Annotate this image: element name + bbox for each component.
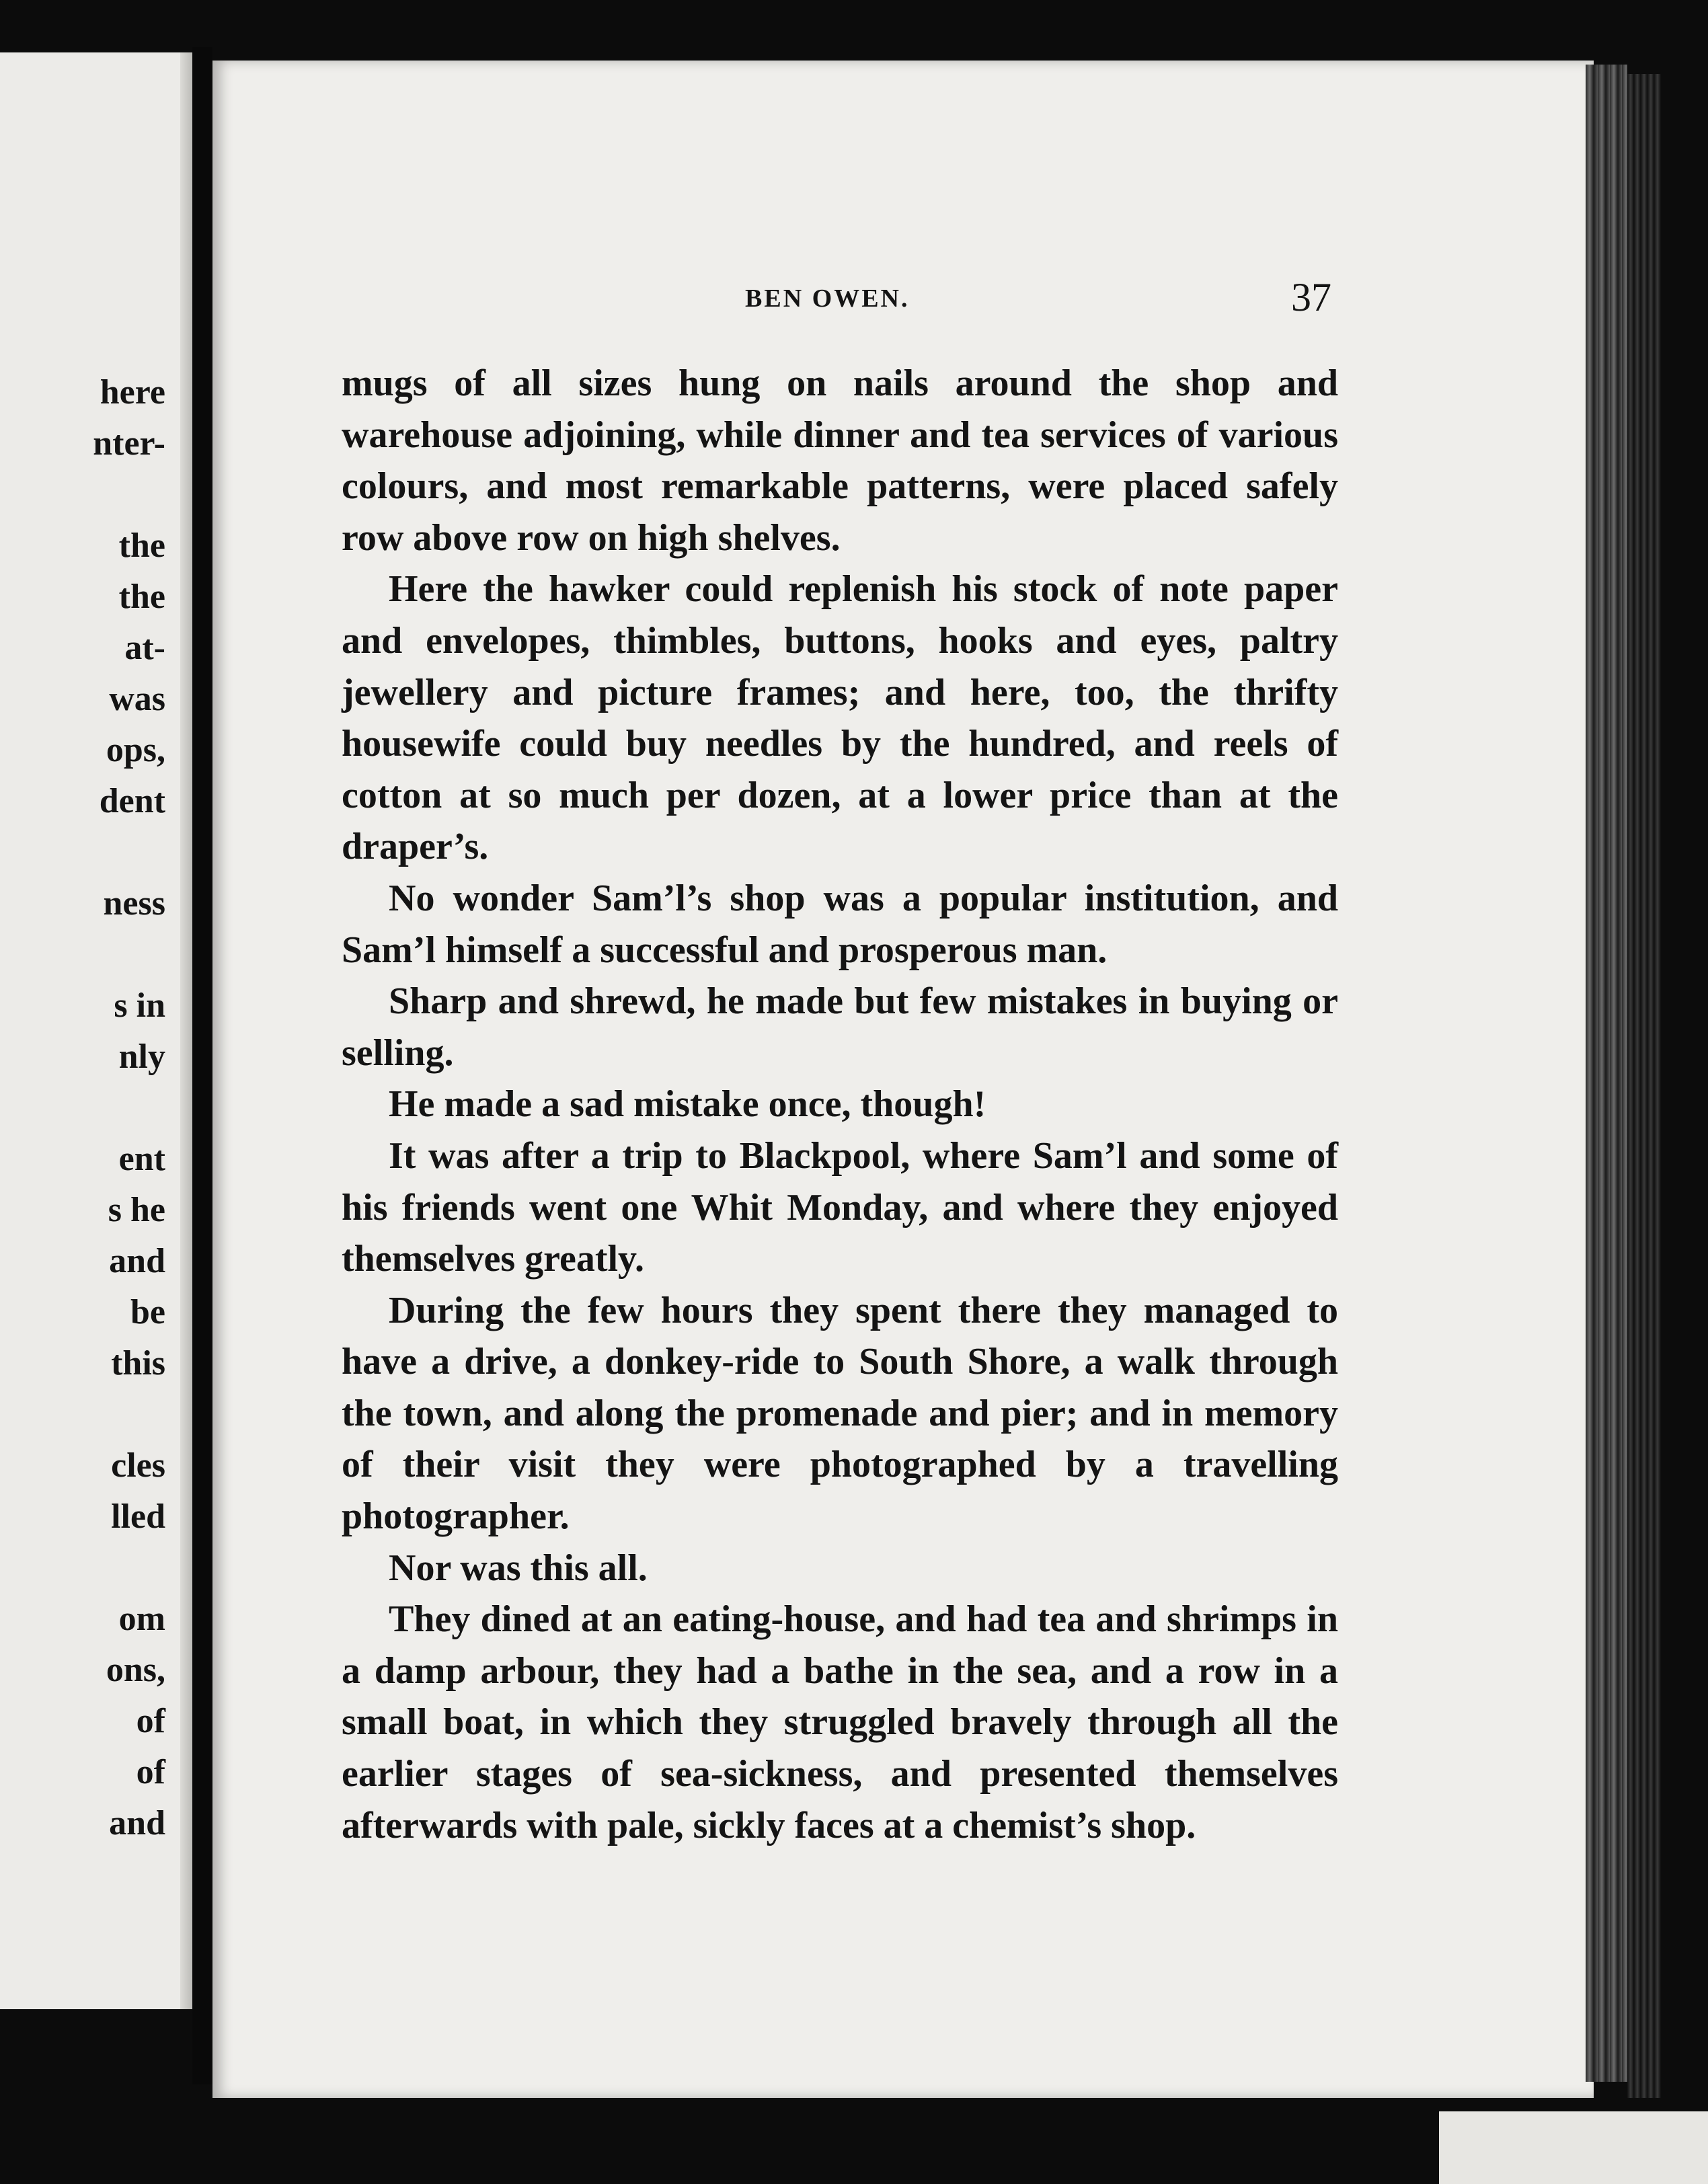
left-page-line: ent [118,1140,165,1178]
paragraph: Here the hawker could replenish his stock of note paper and envelopes, thimbles, buttons, hooks and eyes, paltry jewellery and picture frames; and here, too, the thrifty housewife could buy needles by the hundred, and reels of cotton at so much per dozen, at a lower price than at the draper’s. [342,568,1338,868]
left-page-line: of [136,1702,165,1740]
left-page-line: om [118,1600,165,1638]
paragraph: mugs of all sizes hung on nails around the shop and warehouse adjoining, while dinner and tea services of various colours, and most remarkable patterns, were placed safely row above row on high shelves. [342,362,1338,559]
paragraph: During the few hours they spent there they managed to have a drive, a donkey-ride to South Shore, a walk through the town, and along the promenade and pier; and in memory of their visit they were photographed by a travelling photographer. [342,1289,1338,1538]
left-page-line: the [118,578,165,616]
paragraph: He made a sad mistake once, though! [389,1083,986,1126]
running-head: BEN OWEN. [745,284,910,313]
left-page-line: and [109,1804,165,1842]
left-page-line: was [109,680,165,718]
left-page-line: of [136,1753,165,1791]
left-facing-page [0,52,192,2009]
page-body [342,358,1338,1851]
left-page-line: lled [111,1497,165,1536]
left-page-line: ops, [106,731,165,769]
left-page-line: at- [124,629,165,667]
scan-bottom-strip [1439,2111,1708,2184]
left-page-line: ons, [106,1651,165,1689]
left-page-line: ness [103,884,165,923]
left-page-line: cles [111,1446,165,1485]
paragraph: Nor was this all. [389,1547,648,1589]
left-page-line: be [130,1293,165,1331]
page-number: 37 [1291,275,1331,319]
left-page-line: and [109,1242,165,1280]
paragraph: It was after a trip to Blackpool, where Sam’l and some of his friends went one Whit Monday, and where they enjoyed themselves greatly. [342,1134,1338,1280]
book-binding [1627,74,1661,2098]
left-page-line: s in [114,986,165,1025]
paragraph: Sharp and shrewd, he made but few mistakes in buying or selling. [342,980,1338,1074]
left-page-line: s he [108,1191,165,1229]
left-page-line: the [118,526,165,565]
left-page-line: nter- [93,424,165,463]
book-gutter [192,47,212,2084]
page-edge [1586,65,1627,2082]
left-page-line: dent [99,782,165,820]
left-page-line: this [111,1344,165,1382]
paragraph: No wonder Sam’l’s shop was a popular institution, and Sam’l himself a successful and prosperous man. [342,877,1338,971]
left-page-line: nly [118,1038,165,1076]
left-page-line: here [100,373,165,412]
paragraph: They dined at an eating-house, and had tea and shrimps in a damp arbour, they had a bathe in the sea, and a row in a small boat, in which they struggled bravely through all the earlier stages of sea-sickness, and presented themselves afterwards with pale, sickly faces at a chemist’s shop. [342,1598,1338,1846]
